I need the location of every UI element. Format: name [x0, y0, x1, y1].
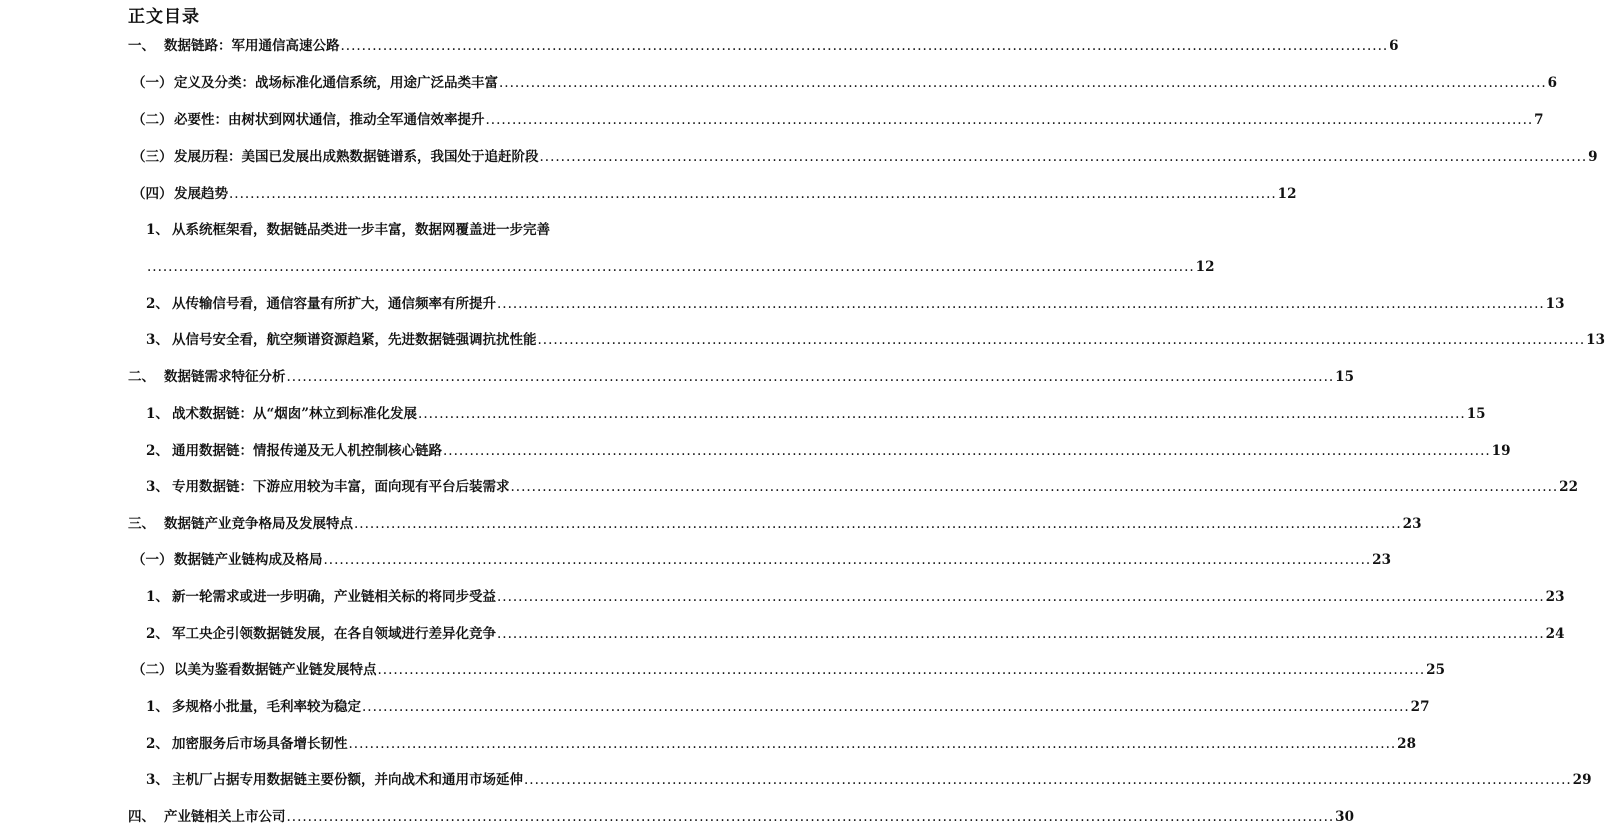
toc-leader-dots — [497, 294, 1545, 314]
toc-leader-dots — [378, 660, 1426, 680]
toc-entry-page: 13 — [1586, 332, 1605, 348]
toc-entry[interactable] — [146, 220, 578, 240]
toc-leader-dots — [349, 734, 1397, 754]
toc-entry-text: 通用数据链：情报传递及无人机控制核心链路 — [172, 443, 442, 459]
toc-leader-dots — [287, 367, 1335, 387]
toc-entry-page: 23 — [1545, 589, 1565, 605]
toc-leader-dots — [287, 807, 1335, 827]
toc-entry-text: 军工央企引领数据链发展，在各自领域进行差异化竞争 — [172, 626, 496, 642]
toc-entry-page: 6 — [1547, 75, 1558, 91]
toc-entry-text: 产业链相关上市公司 — [164, 809, 286, 825]
toc-entry-text: 战术数据链：从“烟囱”林立到标准化发展 — [172, 406, 418, 422]
toc-entry[interactable] — [128, 367, 1354, 387]
toc-entry-page: 15 — [1335, 369, 1354, 385]
toc-leader-dots — [511, 477, 1559, 497]
toc-leader-dots — [524, 770, 1572, 790]
toc-entry[interactable] — [146, 697, 1430, 717]
toc-entry-number: （一） — [132, 552, 173, 568]
toc-entry-text: 从传输信号看，通信容量有所扩大，通信频率有所提升 — [172, 296, 496, 312]
toc-entry-text: 以美为鉴看数据链产业链发展特点 — [174, 662, 377, 678]
toc-entry-page: 25 — [1426, 662, 1445, 678]
toc-entry-text: 专用数据链：下游应用较为丰富，面向现有平台后装需求 — [172, 479, 510, 495]
toc-entry-number: 三、 — [128, 516, 155, 532]
toc-entry-number: 2、 — [146, 296, 169, 312]
toc-entry[interactable] — [146, 404, 1486, 424]
toc-entry[interactable] — [132, 184, 1297, 204]
toc-entry-number: 1、 — [146, 589, 169, 605]
toc-entry-text: 加密服务后市场具备增长韧性 — [172, 736, 348, 752]
toc-entry[interactable] — [128, 807, 1354, 827]
toc-leader-dots — [362, 697, 1410, 717]
toc-entry[interactable] — [146, 734, 1416, 754]
toc-entry-text: 发展历程：美国已发展出成熟数据链谱系，我国处于追赶阶段 — [174, 149, 539, 165]
toc-entry-page: 12 — [1195, 259, 1215, 275]
toc-leader-dots — [229, 184, 1277, 204]
toc-entry-text: 必要性：由树状到网状通信，推动全军通信效率提升 — [174, 112, 485, 128]
toc-leader-dots — [499, 73, 1547, 93]
toc-entry-text: 数据链产业竞争格局及发展特点 — [164, 516, 353, 532]
toc-entry-page: 9 — [1588, 149, 1598, 165]
toc-entry-page: 29 — [1572, 772, 1592, 788]
toc-entry[interactable] — [132, 660, 1445, 680]
toc-entry-number: 四、 — [128, 809, 155, 825]
toc-entry-text: 多规格小批量，毛利率较为稳定 — [172, 699, 361, 715]
toc-leader-dots — [540, 147, 1588, 167]
toc-entry-text: 新一轮需求或进一步明确，产业链相关标的将同步受益 — [172, 589, 496, 605]
toc-entry-number: 1、 — [146, 406, 169, 422]
toc-leader-dots — [497, 624, 1545, 644]
toc-entry-text: 从系统框架看，数据链品类进一步丰富，数据网覆盖进一步完善 — [172, 222, 550, 238]
toc-entry-page: 7 — [1534, 112, 1544, 128]
toc-entry-number: 2、 — [146, 736, 169, 752]
toc-entry[interactable] — [146, 587, 1565, 607]
toc-entry-continuation[interactable] — [146, 257, 1215, 277]
toc-entry-text: 数据链产业链构成及格局 — [174, 552, 323, 568]
toc-leader-dots — [147, 257, 1195, 277]
toc-entry[interactable] — [146, 441, 1511, 461]
toc-entry[interactable] — [132, 550, 1391, 570]
toc-entry-text: 主机厂占据专用数据链主要份额，并向战术和通用市场延伸 — [172, 772, 523, 788]
toc-entry-number: 二、 — [128, 369, 155, 385]
toc-entry-number: 3、 — [146, 479, 169, 495]
toc-entry-number: 2、 — [146, 626, 169, 642]
toc-entry[interactable] — [128, 514, 1422, 534]
toc-entry-number: 2、 — [146, 443, 169, 459]
toc-entry-number: 3、 — [146, 772, 169, 788]
toc-leader-dots — [418, 404, 1466, 424]
toc-entry[interactable] — [146, 477, 1578, 497]
toc-leader-dots — [497, 587, 1545, 607]
toc-entry-page: 30 — [1335, 809, 1354, 825]
toc-entry[interactable] — [132, 147, 1598, 167]
toc-entry[interactable] — [146, 624, 1565, 644]
toc-title: 正文目录 — [128, 7, 200, 27]
toc-leader-dots — [324, 550, 1372, 570]
toc-leader-dots — [443, 441, 1491, 461]
toc-entry-page: 19 — [1491, 443, 1511, 459]
toc-leader-dots — [354, 514, 1402, 534]
toc-entry-number: 1、 — [146, 699, 169, 715]
toc-entry[interactable] — [146, 330, 1605, 350]
toc-entry-page: 24 — [1545, 626, 1565, 642]
toc-entry-page: 23 — [1372, 552, 1391, 568]
toc-entry-page: 23 — [1402, 516, 1422, 532]
toc-entry-page: 27 — [1410, 699, 1430, 715]
toc-leader-dots — [538, 330, 1586, 350]
toc-entry-number: （四） — [132, 186, 173, 202]
toc-entry-number: 1、 — [146, 222, 169, 238]
toc-entry-page: 12 — [1277, 186, 1297, 202]
toc-leader-dots — [486, 110, 1534, 130]
toc-entry-text: 定义及分类：战场标准化通信系统，用途广泛品类丰富 — [174, 75, 498, 91]
toc-entry-page: 28 — [1397, 736, 1416, 752]
toc-entry-page: 6 — [1389, 38, 1399, 54]
toc-entry-text: 发展趋势 — [174, 186, 228, 202]
toc-entry-page: 13 — [1545, 296, 1565, 312]
toc-entry-number: 3、 — [146, 332, 169, 348]
toc-entry[interactable] — [132, 73, 1558, 93]
toc-entry-number: （三） — [132, 149, 173, 165]
toc-entry-text: 数据链需求特征分析 — [164, 369, 286, 385]
toc-entry[interactable] — [146, 294, 1565, 314]
toc-entry-number: （二） — [132, 662, 173, 678]
toc-entry-text: 从信号安全看，航空频谱资源趋紧，先进数据链强调抗扰性能 — [172, 332, 537, 348]
toc-leader-dots — [341, 36, 1389, 56]
toc-entry-page: 22 — [1559, 479, 1578, 495]
toc-entry-text: 数据链路：军用通信高速公路 — [164, 38, 340, 54]
toc-entry-number: 一、 — [128, 38, 155, 54]
toc-entry[interactable] — [132, 110, 1544, 130]
toc-entry-number: （一） — [132, 75, 173, 91]
toc-entry-number: （二） — [132, 112, 173, 128]
toc-entry[interactable] — [128, 36, 1399, 56]
toc-entry[interactable] — [146, 770, 1592, 790]
toc-entry-page: 15 — [1466, 406, 1486, 422]
